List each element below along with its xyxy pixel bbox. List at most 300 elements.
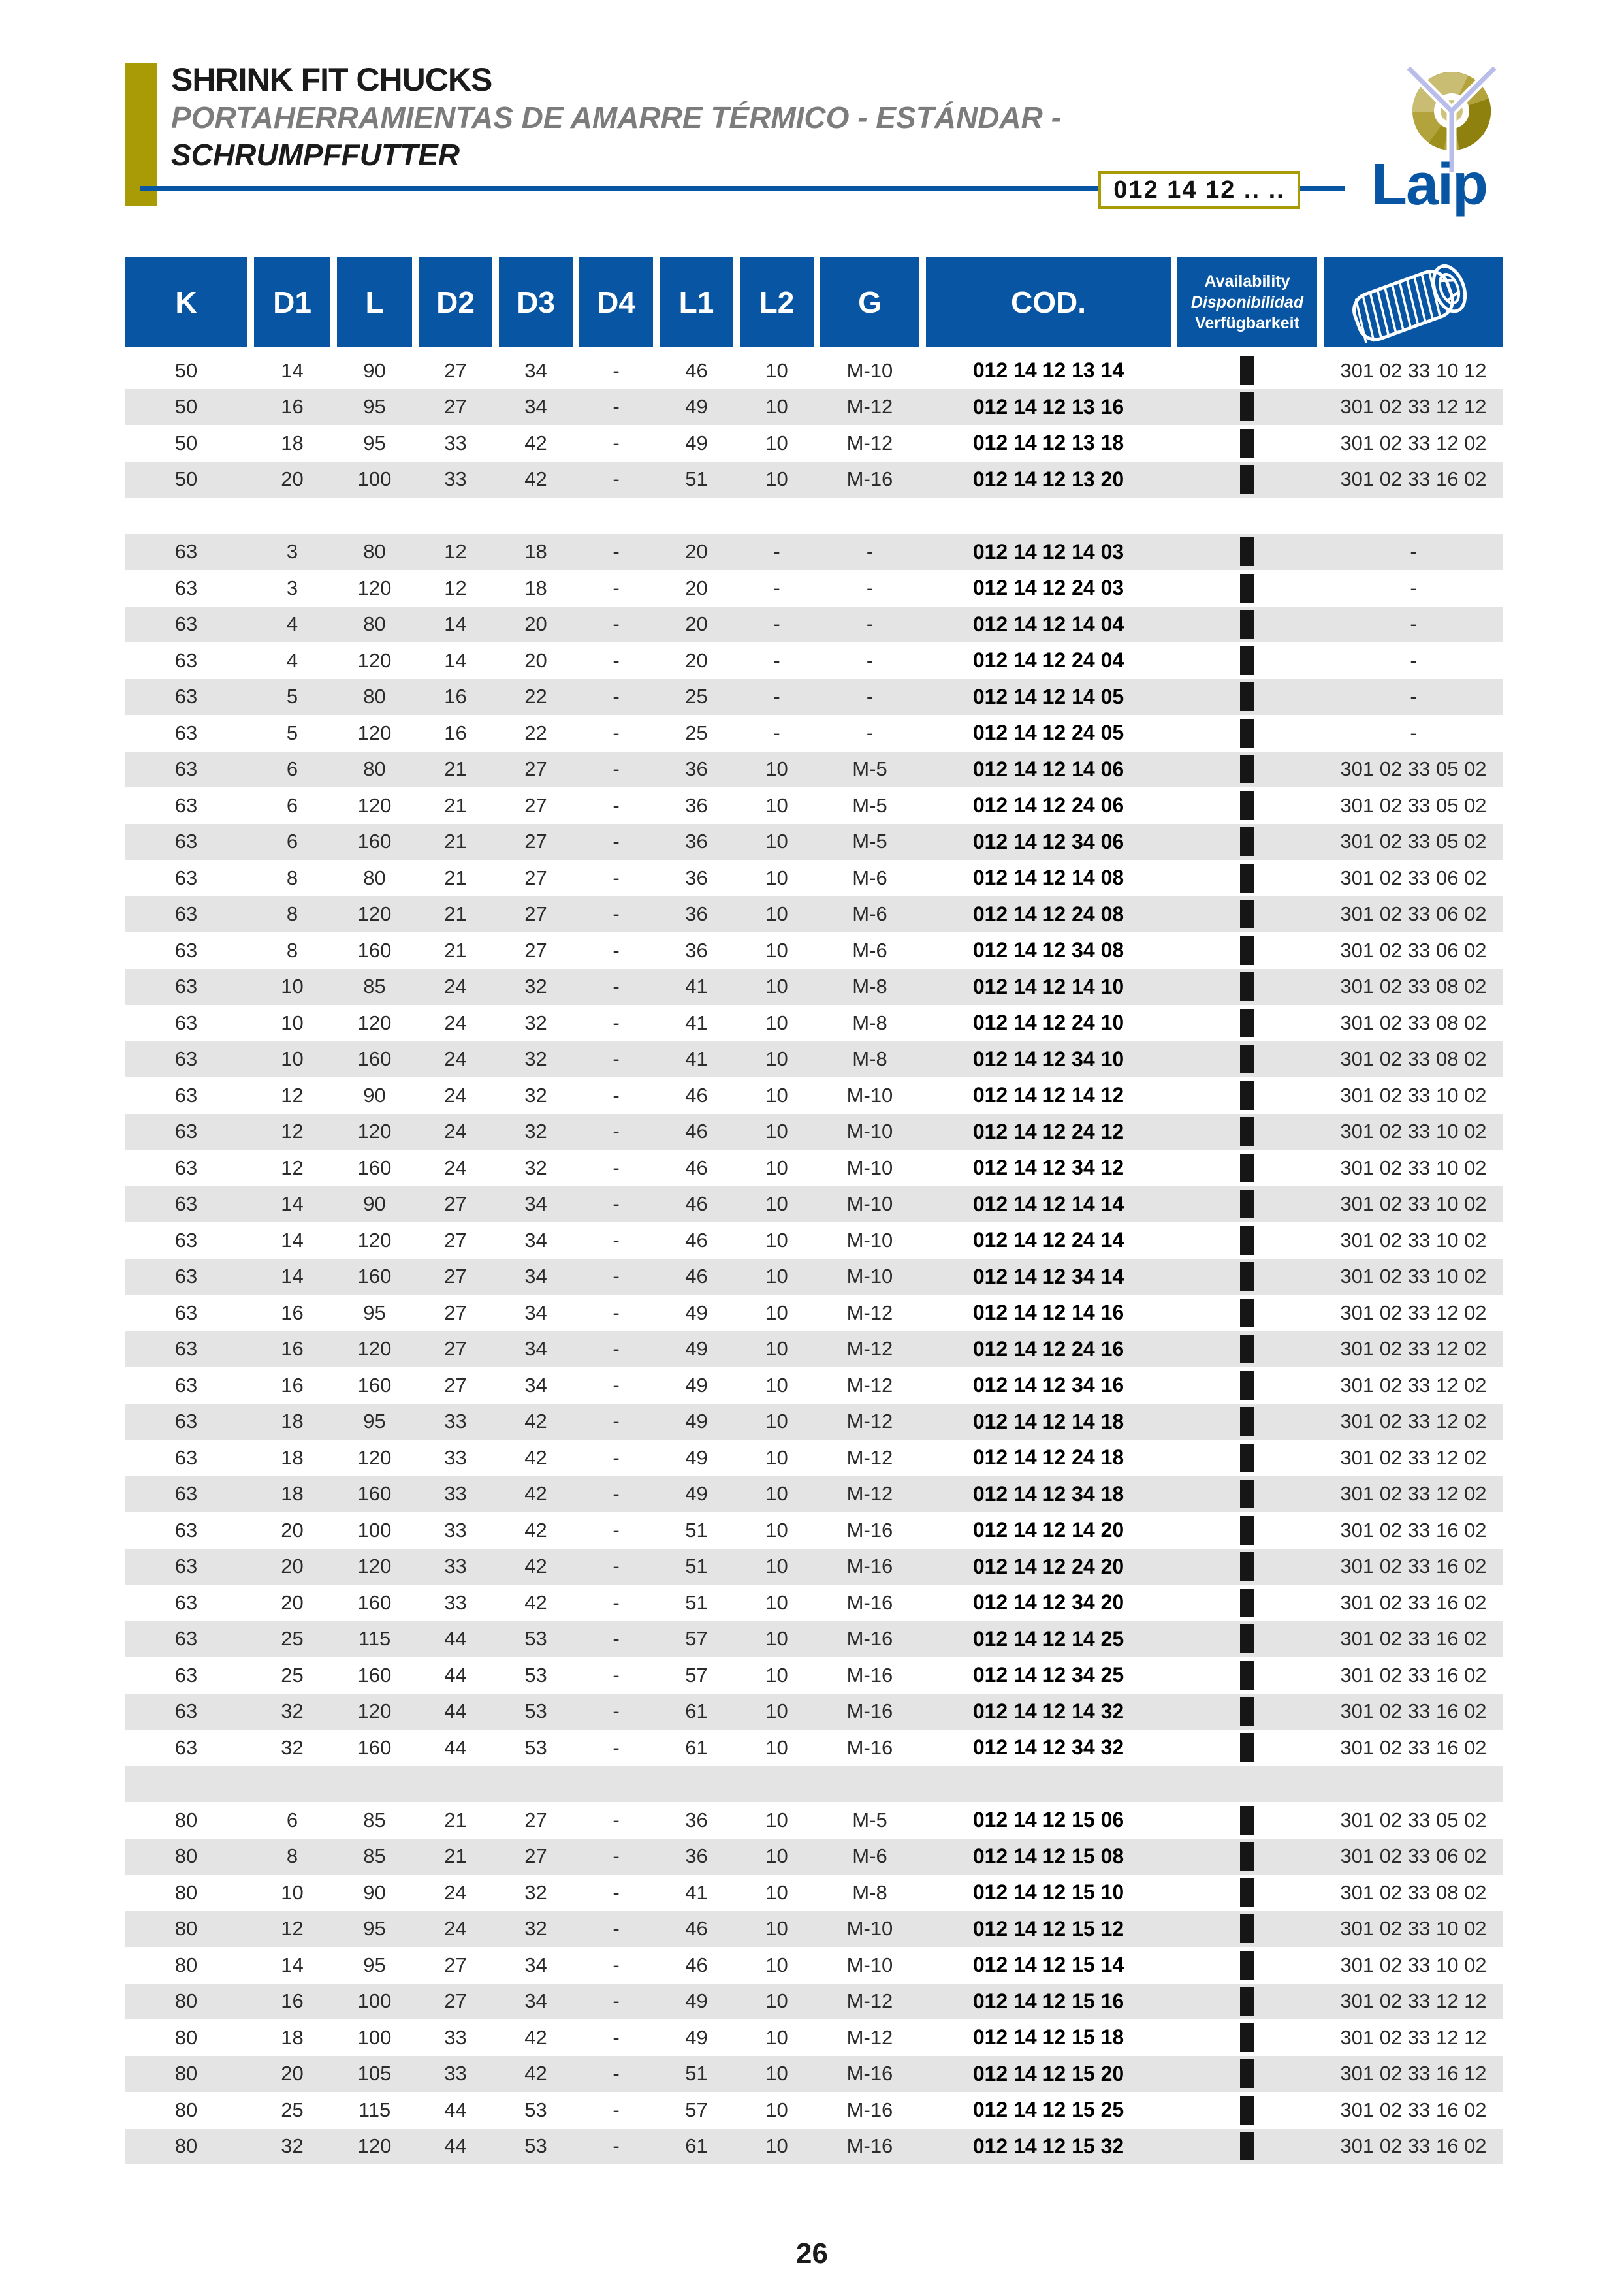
cell-cod: 012 14 12 24 06 [972,793,1124,817]
cell-d4: - [613,721,620,744]
cell-k: 63 [174,1663,198,1686]
spacer-row [125,1766,1503,1803]
table-row [125,1077,1503,1114]
cell-d1: 12 [281,1917,304,1940]
column-header-l1: L1 [660,257,733,347]
table-row [125,1730,1503,1766]
cell-d3: 42 [524,1555,547,1578]
cell-k: 63 [174,830,198,853]
gold-accent-bar [125,63,157,206]
cell-l1: 41 [685,1011,708,1034]
cell-l2: 10 [765,1410,788,1433]
cell-cod: 012 14 12 34 18 [972,1481,1124,1506]
cell-availability [1177,1516,1317,1545]
cell-k: 80 [174,1989,198,2013]
cell-d1: 14 [281,1192,304,1216]
cell-d1: 4 [286,612,298,636]
cell-d3: 22 [524,685,547,708]
table-row [125,787,1503,824]
cell-d4: - [613,1228,620,1252]
availability-square-icon [1240,1117,1254,1146]
cell-cod: 012 14 12 15 14 [972,1953,1124,1977]
cell-k: 63 [174,975,198,998]
cell-availability [1177,972,1317,1001]
availability-square-icon [1240,827,1254,856]
cell-availability [1177,1842,1317,1871]
cell-k: 63 [174,938,198,962]
cell-d2: 44 [444,1663,467,1686]
cell-g: M-10 [846,1156,893,1179]
cell-d1: 6 [286,757,298,781]
cell-l1: 36 [685,866,708,889]
cell-code: 301 02 33 10 02 [1340,1265,1487,1288]
cell-d2: 44 [444,1627,467,1651]
cell-g: - [866,540,874,563]
table-row [125,896,1503,933]
cell-k: 80 [174,2098,198,2121]
cell-code: 301 02 33 05 02 [1340,1808,1487,1831]
cell-cod: 012 14 12 24 16 [972,1337,1124,1361]
cell-d1: 20 [281,1591,304,1614]
cell-d3: 32 [524,1917,547,1940]
availability-square-icon [1240,1878,1254,1907]
table-row [125,1005,1503,1041]
cell-code: 301 02 33 10 02 [1340,1156,1487,1179]
cell-k: 63 [174,1047,198,1071]
availability-square-icon [1240,900,1254,928]
cell-cod: 012 14 12 34 08 [972,938,1124,962]
cell-l2: 10 [765,902,788,926]
cell-availability [1177,429,1317,458]
cell-availability [1177,1154,1317,1182]
cell-l2: 10 [765,1735,788,1759]
cell-l1: 25 [685,685,708,708]
cell-cod: 012 14 12 15 10 [972,1880,1124,1905]
cell-g: M-16 [846,1518,893,1542]
cell-d1: 3 [286,540,298,563]
cell-k: 63 [174,540,198,563]
cell-cod: 012 14 12 14 32 [972,1699,1124,1723]
cell-g: M-10 [846,1917,893,1940]
cell-l1: 49 [685,395,708,419]
cell-availability [1177,2023,1317,2052]
cell-g: M-6 [852,938,887,962]
cell-d2: 16 [444,721,467,744]
cell-cod: 012 14 12 24 05 [972,721,1124,745]
table-row [125,2092,1503,2129]
cell-d2: 33 [444,1446,467,1469]
set-screw-icon [1332,261,1495,343]
cell-d2: 24 [444,1047,467,1071]
cell-code: 301 02 33 12 02 [1340,1482,1487,1506]
cell-d2: 27 [444,1228,467,1252]
cell-d2: 44 [444,2098,467,2121]
cell-g: M-8 [852,1880,887,1904]
cell-d4: - [613,1446,620,1469]
cell-l2: 10 [765,1555,788,1578]
availability-square-icon [1240,537,1254,566]
table-row [125,1041,1503,1078]
cell-l: 100 [357,467,392,491]
cell-l1: 51 [685,2062,708,2085]
cell-l: 90 [363,1880,386,1904]
cell-d4: - [613,612,620,636]
cell-d2: 27 [444,1953,467,1976]
cell-code: 301 02 33 16 02 [1340,1700,1487,1723]
cell-l: 80 [363,757,386,781]
cell-l2: 10 [765,1120,788,1143]
cell-d4: - [613,938,620,962]
availability-square-icon [1240,682,1254,711]
cell-code: 301 02 33 10 02 [1340,1083,1487,1107]
cell-d3: 42 [524,1410,547,1433]
cell-g: M-12 [846,1410,893,1433]
cell-code: 301 02 33 06 02 [1340,938,1487,962]
availability-square-icon [1240,1624,1254,1653]
table-row [125,679,1503,716]
cell-l2: 10 [765,975,788,998]
table-body [125,353,1503,2164]
cell-availability [1177,719,1317,748]
spacer-row [125,498,1503,534]
cell-l1: 36 [685,830,708,853]
cell-availability [1177,1009,1317,1037]
cell-l: 95 [363,1301,386,1324]
table-row [125,1367,1503,1404]
cell-code: 301 02 33 08 02 [1340,1047,1487,1071]
cell-l1: 57 [685,2098,708,2121]
cell-k: 63 [174,685,198,708]
cell-availability [1177,1878,1317,1907]
cell-l: 160 [357,1373,392,1397]
cell-d1: 10 [281,1047,304,1071]
cell-d4: - [613,1917,620,1940]
cell-availability [1177,1262,1317,1291]
cell-d1: 25 [281,1663,304,1686]
cell-l2: 10 [765,467,788,491]
cell-l2: 10 [765,793,788,817]
cell-d4: - [613,576,620,599]
cell-d2: 16 [444,685,467,708]
cell-d4: - [613,866,620,889]
cell-l2: 10 [765,1446,788,1469]
cell-l1: 41 [685,1880,708,1904]
cell-cod: 012 14 12 14 18 [972,1409,1124,1433]
cell-l1: 36 [685,757,708,781]
cell-k: 63 [174,1156,198,1179]
table-row [125,2056,1503,2093]
cell-l: 120 [357,721,392,744]
cell-d4: - [613,685,620,708]
cell-g: M-10 [846,1083,893,1107]
cell-l1: 20 [685,576,708,599]
cell-d2: 24 [444,1120,467,1143]
cell-d1: 16 [281,1989,304,2013]
cell-g: M-12 [846,1989,893,2013]
cell-l2: 10 [765,1265,788,1288]
cell-code: 301 02 33 12 12 [1340,395,1487,419]
cell-d4: - [613,1301,620,1324]
table-row [125,1259,1503,1295]
cell-d4: - [613,431,620,454]
table-row [125,1476,1503,1513]
availability-label-es: Disponibilidad [1190,293,1304,311]
table-row [125,1222,1503,1259]
availability-square-icon [1240,610,1254,639]
cell-cod: 012 14 12 14 20 [972,1518,1124,1542]
cell-g: M-5 [852,1808,887,1831]
cell-availability [1177,682,1317,711]
cell-d4: - [613,395,620,419]
cell-l2: 10 [765,1337,788,1361]
cell-k: 63 [174,1410,198,1433]
cell-code: - [1410,540,1417,563]
table-row [125,860,1503,896]
cell-l2: 10 [765,1482,788,1506]
cell-code: - [1410,576,1417,599]
cell-l2: 10 [765,358,788,382]
cell-availability [1177,646,1317,675]
cell-l2: 10 [765,1989,788,2013]
cell-code: 301 02 33 16 02 [1340,1663,1487,1686]
cell-l2: 10 [765,1627,788,1651]
cell-d4: - [613,1989,620,2013]
cell-d2: 21 [444,902,467,926]
table-row [125,353,1503,389]
cell-availability [1177,392,1317,421]
availability-square-icon [1240,2132,1254,2160]
availability-square-icon [1240,791,1254,820]
cell-k: 63 [174,1337,198,1361]
cell-l2: 10 [765,1156,788,1179]
cell-d4: - [613,793,620,817]
cell-l: 90 [363,1083,386,1107]
table-row [125,715,1503,752]
cell-l2: 10 [765,1880,788,1904]
cell-d4: - [613,1120,620,1143]
cell-availability [1177,1190,1317,1218]
cell-code: 301 02 33 06 02 [1340,902,1487,926]
cell-l: 120 [357,793,392,817]
cell-l1: 49 [685,1446,708,1469]
cell-l1: 49 [685,2025,708,2049]
cell-d3: 27 [524,1808,547,1831]
cell-d3: 32 [524,1120,547,1143]
cell-k: 63 [174,1735,198,1759]
cell-d4: - [613,1627,620,1651]
cell-l2: 10 [765,1700,788,1723]
table-row [125,1150,1503,1186]
column-header-screw [1324,257,1503,347]
cell-d3: 34 [524,1192,547,1216]
cell-l1: 51 [685,1555,708,1578]
product-table [125,257,1503,2164]
cell-l2: 10 [765,1844,788,1868]
cell-cod: 012 14 12 24 10 [972,1011,1124,1035]
cell-d4: - [613,902,620,926]
cell-l: 80 [363,685,386,708]
availability-square-icon [1240,755,1254,783]
cell-d1: 8 [286,938,298,962]
cell-g: M-5 [852,830,887,853]
cell-l2: - [773,612,780,636]
cell-l2: 10 [765,1228,788,1252]
table-row [125,570,1503,607]
cell-l1: 20 [685,540,708,563]
cell-code: 301 02 33 12 02 [1340,1301,1487,1324]
cell-availability [1177,864,1317,893]
cell-code: 301 02 33 16 02 [1340,1555,1487,1578]
cell-l: 120 [357,1011,392,1034]
cell-l1: 41 [685,1047,708,1071]
page-number: 26 [796,2238,828,2270]
cell-code: 301 02 33 12 02 [1340,1410,1487,1433]
cell-l2: 10 [765,2134,788,2158]
page-title-block [171,60,1061,174]
cell-l2: 10 [765,1083,788,1107]
availability-square-icon [1240,392,1254,421]
cell-d2: 27 [444,395,467,419]
cell-cod: 012 14 12 13 16 [972,394,1124,419]
cell-l: 90 [363,1192,386,1216]
cell-cod: 012 14 12 14 05 [972,684,1124,708]
cell-l1: 49 [685,1337,708,1361]
cell-l2: 10 [765,830,788,853]
cell-d2: 24 [444,975,467,998]
cell-cod: 012 14 12 34 25 [972,1663,1124,1687]
cell-l1: 51 [685,1591,708,1614]
cell-d2: 21 [444,866,467,889]
cell-availability [1177,1697,1317,1726]
cell-g: M-12 [846,1446,893,1469]
cell-k: 63 [174,1265,198,1288]
cell-d1: 32 [281,1700,304,1723]
column-header-l: L [337,257,412,347]
table-row [125,1440,1503,1476]
cell-d1: 5 [286,721,298,744]
cell-d1: 10 [281,1011,304,1034]
cell-l: 160 [357,1156,392,1179]
cell-code: - [1410,612,1417,636]
cell-d3: 42 [524,2025,547,2049]
table-row [125,2129,1503,2165]
cell-d1: 25 [281,2098,304,2121]
cell-cod: 012 14 12 14 08 [972,866,1124,890]
cell-cod: 012 14 12 15 08 [972,1844,1124,1868]
cell-d3: 32 [524,975,547,998]
cell-d3: 27 [524,938,547,962]
table-row [125,1621,1503,1658]
cell-cod: 012 14 12 24 14 [972,1228,1124,1252]
cell-d2: 27 [444,1989,467,2013]
cell-code: 301 02 33 12 12 [1340,1989,1487,2013]
cell-l: 95 [363,1917,386,1940]
cell-l1: 61 [685,1700,708,1723]
cell-d2: 27 [444,1301,467,1324]
cell-cod: 012 14 12 13 18 [972,431,1124,455]
availability-square-icon [1240,465,1254,494]
availability-square-icon [1240,936,1254,965]
cell-d3: 42 [524,1591,547,1614]
cell-g: - [866,685,874,708]
cell-code: 301 02 33 12 02 [1340,1337,1487,1361]
cell-d1: 18 [281,431,304,454]
table-row [125,1512,1503,1549]
cell-l1: 46 [685,1120,708,1143]
cell-g: M-10 [846,1265,893,1288]
cell-cod: 012 14 12 24 20 [972,1554,1124,1578]
cell-l1: 49 [685,1373,708,1397]
cell-d1: 25 [281,1627,304,1651]
cell-k: 63 [174,648,198,672]
cell-d2: 12 [444,576,467,599]
cell-code: 301 02 33 12 02 [1340,431,1487,454]
cell-availability [1177,1806,1317,1835]
column-header-availability [1177,257,1317,347]
cell-code: 301 02 33 08 02 [1340,975,1487,998]
cell-k: 63 [174,866,198,889]
cell-g: M-16 [846,1700,893,1723]
cell-d4: - [613,1265,620,1288]
cell-d4: - [613,1953,620,1976]
cell-l1: 57 [685,1627,708,1651]
cell-l2: 10 [765,1808,788,1831]
cell-d3: 42 [524,1518,547,1542]
cell-d2: 27 [444,1265,467,1288]
cell-l: 120 [357,648,392,672]
cell-d2: 14 [444,612,467,636]
cell-availability [1177,1589,1317,1617]
cell-l2: 10 [765,1373,788,1397]
cell-d3: 34 [524,1337,547,1361]
cell-d3: 53 [524,1663,547,1686]
cell-l: 85 [363,1844,386,1868]
cell-l2: 10 [765,395,788,419]
cell-l1: 49 [685,1989,708,2013]
cell-d4: - [613,1083,620,1107]
cell-l1: 49 [685,1410,708,1433]
cell-d1: 20 [281,1518,304,1542]
cell-g: M-16 [846,2098,893,2121]
table-row [125,1585,1503,1621]
cell-d1: 32 [281,2134,304,2158]
cell-cod: 012 14 12 13 14 [972,358,1124,383]
cell-k: 63 [174,757,198,781]
availability-square-icon [1240,1299,1254,1327]
cell-l: 120 [357,902,392,926]
table-row [125,425,1503,462]
cell-k: 80 [174,1880,198,1904]
cell-availability [1177,2059,1317,2088]
cell-d3: 42 [524,431,547,454]
availability-square-icon [1240,1697,1254,1726]
cell-l: 80 [363,612,386,636]
cell-d4: - [613,2134,620,2158]
cell-l1: 49 [685,1301,708,1324]
cell-availability [1177,465,1317,494]
cell-g: M-16 [846,1591,893,1614]
cell-l2: 10 [765,2098,788,2121]
cell-d4: - [613,1192,620,1216]
cell-d2: 21 [444,830,467,853]
cell-d3: 32 [524,1047,547,1071]
cell-d4: - [613,1555,620,1578]
cell-d1: 3 [286,576,298,599]
cell-d2: 44 [444,1700,467,1723]
cell-l: 160 [357,1663,392,1686]
cell-g: M-16 [846,467,893,491]
cell-d2: 33 [444,1555,467,1578]
